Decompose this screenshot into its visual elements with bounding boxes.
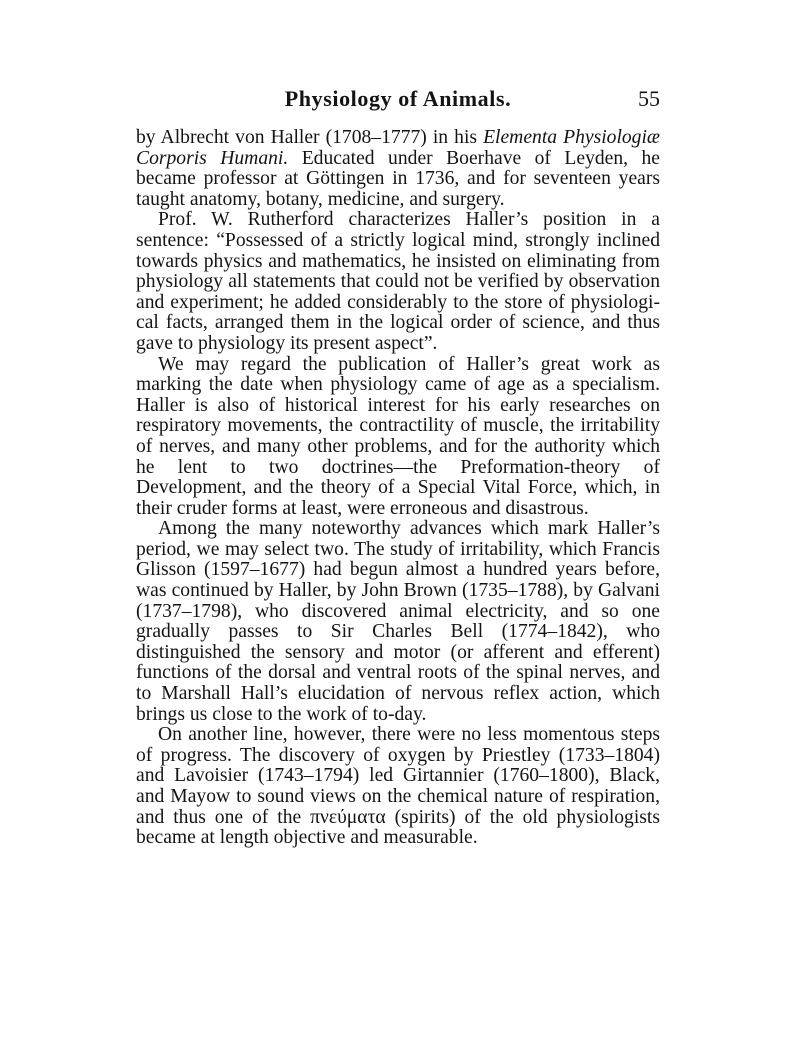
running-head bbox=[136, 86, 660, 120]
paragraph-1-text-end: Educated under Boerhave of Leyden, he became professor at Göttingen in 1736, and for seventeen years taught anatomy, botany, medicine, and surgery. bbox=[136, 147, 660, 210]
book-title: Elementa Physiologiæ Corporis Humani. bbox=[136, 127, 660, 169]
paragraph-1-text: by Albrecht von Haller (1708–1777) in his bbox=[136, 127, 484, 148]
paragraph-5: On another line, however, there were no less momentous steps of progress. The discovery of oxygen by Priestley (1733–1804) and Lavoisier (1743–1794) led Girtannier (1760–1800), Black, and Mayow to sound views on the chemical nature of respiration, and thus one of the πνεύματα (spirits) of the old physiologists became at length objective and measurable. bbox=[136, 724, 660, 849]
running-title: Physiology of Animals. bbox=[284, 86, 512, 111]
page-number: 55 bbox=[638, 86, 660, 111]
paragraph-3: We may regard the publication of Haller’s great work as marking the date when physiology came of age as a specialism. Haller is also of historical interest for his early researches on respiratory movements, the contractility of muscle, the irritability of nerves, and many other problems, and for the authority which he lent to two doctrines—the Preformation-theory of Development, and the theory of a Special Vital Force, which, in their cruder forms at least, were erroneous and disastrous. bbox=[136, 353, 660, 519]
paragraph-2: Prof. W. Rutherford characterizes Haller’s position in a sentence: “Possessed of a strictly logical mind, strongly inclined towards physics and mathematics, he insisted on eliminating from physiology all statements that could not be verified by observation and experiment; he added considerably to the store of physiological facts, arranged them in the logical order of science, and thus gave to physiology its present aspect”. bbox=[136, 209, 660, 354]
paragraph-1 bbox=[136, 128, 660, 210]
body-text bbox=[136, 128, 660, 849]
paragraph-4: Among the many noteworthy advances which mark Haller’s period, we may select two. The study of irritability, which Francis Glisson (1597–1677) had begun almost a hundred years before, was continued by Haller, by John Brown (1735–1788), by Galvani (1737–1798), who discovered animal electricity, and so one gradually passes to Sir Charles Bell (1774–1842), who distinguished the sensory and motor (or afferent and efferent) functions of the dorsal and ventral roots of the spinal nerves, and to Marshall Hall’s elucidation of nervous reflex action, which brings us close to the work of to-day. bbox=[136, 518, 660, 725]
